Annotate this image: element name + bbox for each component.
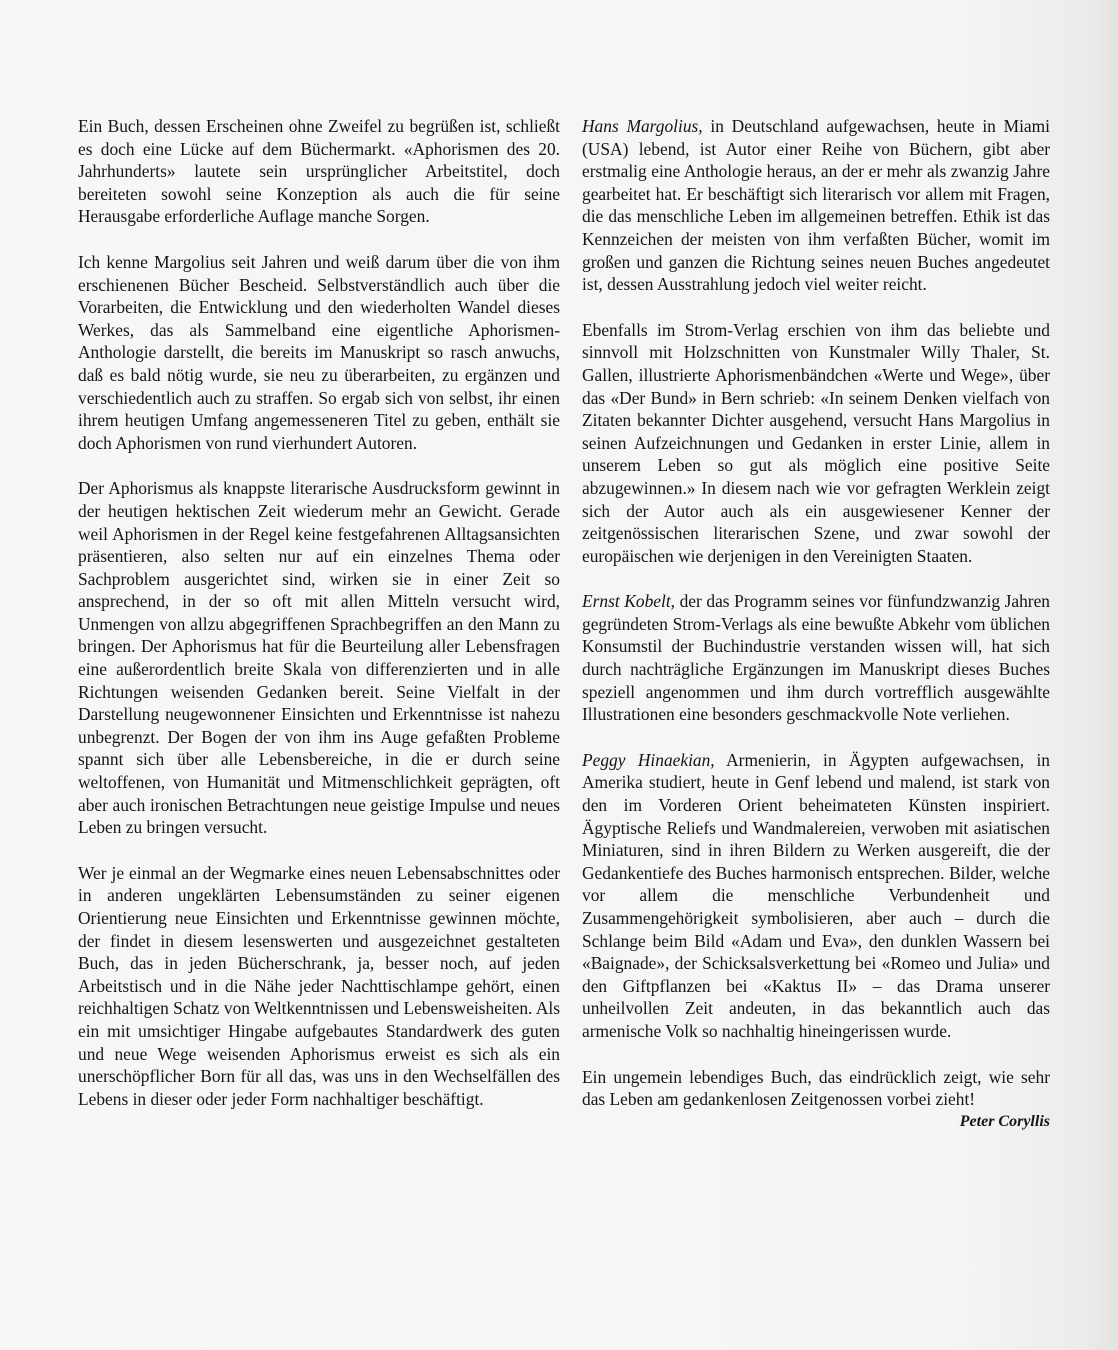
paragraph-text: Ein ungemein lebendiges Buch, das eindrücklich zeigt, wie sehr das Leben am gedankenlosen Zeitgenossen vorbei zieht! xyxy=(582,1066,1050,1110)
author-name: Hans Margolius, xyxy=(582,116,703,136)
paragraph-ernst-kobelt xyxy=(582,590,1050,726)
paragraph: Ebenfalls im Strom-Verlag erschien von ihm das beliebte und sinnvoll mit Holzschnitten von Kunstmaler Willy Thaler, St. Gallen, illustrierte Aphorismenbändchen «Werte und Wege», über das «Der Bund» in Bern schrieb: «In seinem Denken vielfach von Zitaten bekannter Dichter ausgehend, versucht Hans Margolius in seinen Aufzeichnungen und Gedanken in erster Linie, allem in unserem Leben so gut als möglich eine positive Seite abzugewinnen.» In diesem nach wie vor gefragten Werklein zeigt sich der Autor auch als ein ausgewiesener Kenner der zeitgenössischen literarischen Szene, und zwar sowohl der europäischen wie derjenigen in den Vereinigten Staaten. xyxy=(582,319,1050,566)
left-column xyxy=(78,115,560,1133)
paragraph: Der Aphorismus als knappste literarische Ausdrucksform gewinnt in der heutigen hektischen Zeit wiederum mehr an Gewicht. Gerade weil Aphorismen in der Regel keine festgefahrenen Alltagsansichten präsentieren, also selten nur auf ein einzelnes Thema oder Sachproblem ausgerichtet sind, wirken sie in einer Zeit so ansprechend, in der so oft mit allen Mitteln versucht wird, Unmengen von allzu abgegriffenen Sprachbegriffen an den Mann zu bringen. Der Aphorismus hat für die Beurteilung aller Lebensfragen eine außerordentlich breite Skala von differenzierten und in alle Richtungen weisenden Gedanken bereit. Seine Vielfalt in der Darstellung neugewonnener Einsichten und Erkenntnisse ist nahezu unbegrenzt. Der Bogen der von ihm ins Auge gefaßten Probleme spannt sich über alle Lebensbereiche, in die er durch seine weltoffenen, von Humanität und Mitmenschlichkeit geprägten, oft aber auch ironischen Betrachtungen neue geistige Impulse und neues Leben zu bringen versucht. xyxy=(78,478,560,838)
paragraph: Ich kenne Margolius seit Jahren und weiß darum über die von ihm erschienenen Bücher Bescheid. Selbstverständlich auch über die Vorarbeiten, die Entwicklung und den wiederholten Wandel dieses Werkes, das als Sammelband eine eigentliche Aphorismen-Anthologie darstellt, die bereits im Manuskript so rasch anwuchs, daß es bald nötig wurde, sie neu zu überarbeiten, zu ergänzen und verschiedentlich auch zu straffen. So ergab sich von selbst, ihr einen ihrem heutigen Umfang angemesseneren Titel zu geben, enthält sie doch Aphorismen von rund vierhundert Autoren. xyxy=(78,251,560,453)
paragraph-text: in Deutschland aufgewachsen, heute in Miami (USA) lebend, ist Autor einer Reihe von Büchern, gibt aber erstmalig eine Anthologie heraus, an der er mehr als zwanzig Jahre gearbeitet hat. Er beschäftigt sich literarisch vor allem mit Fragen, die das menschliche Leben im allgemeinen betreffen. Ethik ist das Kennzeichen der meisten von ihm verfaßten Bücher, womit im großen und ganzen die Richtung seines neuen Buches angedeutet ist, dessen Ausstrahlung jedoch viel weiter reicht. xyxy=(582,116,1050,295)
paragraph-text: Armenierin, in Ägypten aufgewachsen, in Amerika studiert, heute in Genf lebend und malend, ist stark von den im Vorderen Orient beheimateten Künsten inspiriert. Ägyptische Reliefs und Wandmalereien, verwoben mit asiatischen Miniaturen, sind in ihren Bildern zu Werken ausgereift, die der Gedankentiefe des Buches harmonisch entsprechen. Bilder, welche vor allem die menschliche Verbundenheit und Zusammengehörigkeit symbolisieren, aber auch – durch die Schlange beim Bild «Adam und Eva», den dunklen Wassern bei «Baignade», der Schicksalsverkettung bei «Romeo und Julia» und den Giftpflanzen bei «Kaktus II» – das Drama unserer unheilvollen Zeit andeuten, in das bekanntlich auch das armenische Volk so nachhaltig hineingerissen wurde. xyxy=(582,749,1051,1041)
paragraph-peggy-hinaekian xyxy=(582,749,1050,1043)
paragraph: Wer je einmal an der Wegmarke eines neuen Lebensabschnittes oder in anderen ungeklärten Lebensumständen zu seiner eigenen Orientierung neue Einsichten und Erkenntnisse gewinnen möchte, der findet in diesem lesenswerten und ausgezeichnet gestalteten Buch, das in jeden Bücherschrank, ja, besser noch, auf jeden Arbeitstisch und in die Nähe jeder Nachttischlampe gehört, einen reichhaltigen Schatz von Weltkenntnissen und Lebensweisheiten. Als ein mit umsichtiger Hingabe aufgebautes Standardwerk des guten und neue Wege weisenden Aphorismus erweist es sich als ein unerschöpflicher Born für all das, was uns in den Wechselfällen des Lebens in dieser oder jeder Form nachhaltiger beschäftigt. xyxy=(78,862,560,1109)
paragraph: Ein Buch, dessen Erscheinen ohne Zweifel zu begrüßen ist, schließt es doch eine Lücke auf dem Büchermarkt. «Aphorismen des 20. Jahrhunderts» lautete sein ursprünglicher Arbeitstitel, doch bereiteten sowohl seine Konzeption als auch die für seine Herausgabe erforderliche Auflage manche Sorgen. xyxy=(78,116,560,227)
paragraph-text: der das Programm seines vor fünfundzwanzig Jahren gegründeten Strom-Verlags als eine bewußte Abkehr vom üblichen Konsumstil der Buchindustrie verstanden wissen will, hat sich durch nachträgliche Ergänzungen im Manuskript dieses Buches speziell angenommen und ihm durch vortrefflich ausgewählte Illustrationen eine besonders geschmackvolle Note verliehen. xyxy=(582,591,1050,725)
publisher-name: Ernst Kobelt, xyxy=(582,591,675,612)
signature: Peter Coryllis xyxy=(959,1112,1050,1130)
right-column xyxy=(582,115,1050,1134)
illustrator-name: Peggy Hinaekian, xyxy=(582,749,715,770)
closing-paragraph xyxy=(582,1066,1050,1130)
paragraph-hans-margolius xyxy=(582,115,1050,296)
